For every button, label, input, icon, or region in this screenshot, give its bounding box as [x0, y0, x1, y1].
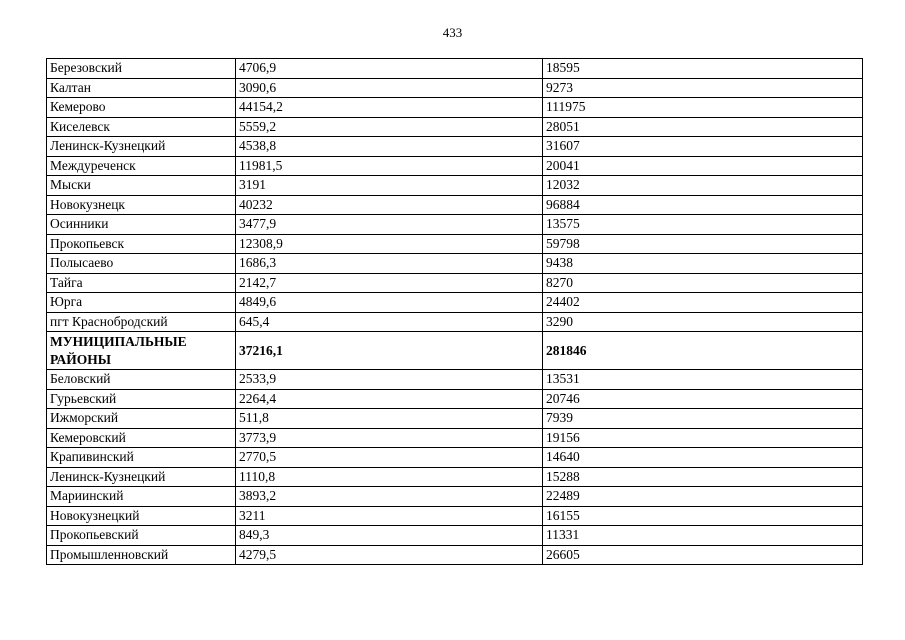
cell-value2: 13575: [543, 215, 863, 235]
cell-value2: 12032: [543, 176, 863, 196]
cell-value2: 9438: [543, 254, 863, 274]
table-body: [47, 59, 863, 565]
cell-name: пгт Краснобродский: [47, 312, 236, 332]
table-row: [47, 312, 863, 332]
cell-value2: 9273: [543, 78, 863, 98]
cell-value2: 3290: [543, 312, 863, 332]
table-row-section-total: [47, 332, 863, 370]
cell-value2: 13531: [543, 370, 863, 390]
cell-value2: 11331: [543, 526, 863, 546]
cell-value1: 4279,5: [236, 545, 543, 565]
cell-value1: 2770,5: [236, 448, 543, 468]
cell-value1: 4706,9: [236, 59, 543, 79]
cell-value1: 3191: [236, 176, 543, 196]
cell-value2: 111975: [543, 98, 863, 118]
cell-value1: 2142,7: [236, 273, 543, 293]
table-row: [47, 487, 863, 507]
cell-value2: 14640: [543, 448, 863, 468]
cell-value1: 4849,6: [236, 293, 543, 313]
cell-value1: 44154,2: [236, 98, 543, 118]
cell-value2: 15288: [543, 467, 863, 487]
cell-value1: 11981,5: [236, 156, 543, 176]
data-table: [46, 58, 863, 565]
cell-value1: 3211: [236, 506, 543, 526]
cell-value2: 22489: [543, 487, 863, 507]
cell-name: Прокопьевский: [47, 526, 236, 546]
cell-name: Гурьевский: [47, 389, 236, 409]
table-row: [47, 273, 863, 293]
cell-name: Новокузнецкий: [47, 506, 236, 526]
cell-name: Полысаево: [47, 254, 236, 274]
cell-value1: 1686,3: [236, 254, 543, 274]
cell-value1: 2264,4: [236, 389, 543, 409]
cell-value2: 281846: [543, 332, 863, 370]
table-row: [47, 156, 863, 176]
cell-value2: 16155: [543, 506, 863, 526]
cell-name: Осинники: [47, 215, 236, 235]
cell-value1: 1110,8: [236, 467, 543, 487]
cell-name: Ленинск-Кузнецкий: [47, 137, 236, 157]
table-row: [47, 137, 863, 157]
cell-value1: 3477,9: [236, 215, 543, 235]
table-row: [47, 526, 863, 546]
cell-value1: 12308,9: [236, 234, 543, 254]
table-row: [47, 78, 863, 98]
cell-value2: 19156: [543, 428, 863, 448]
table-row: [47, 59, 863, 79]
table-row: [47, 409, 863, 429]
cell-value1: 3090,6: [236, 78, 543, 98]
cell-value2: 7939: [543, 409, 863, 429]
cell-value1: 5559,2: [236, 117, 543, 137]
table-row: [47, 176, 863, 196]
cell-name: Междуреченск: [47, 156, 236, 176]
cell-value1: 2533,9: [236, 370, 543, 390]
table-row: [47, 234, 863, 254]
cell-value1: 37216,1: [236, 332, 543, 370]
table-row: [47, 293, 863, 313]
cell-name: Беловский: [47, 370, 236, 390]
cell-value2: 24402: [543, 293, 863, 313]
cell-value1: 4538,8: [236, 137, 543, 157]
cell-value1: 3893,2: [236, 487, 543, 507]
cell-name: Кемеровский: [47, 428, 236, 448]
cell-name: Кемерово: [47, 98, 236, 118]
cell-name: Прокопьевск: [47, 234, 236, 254]
cell-value2: 96884: [543, 195, 863, 215]
cell-value2: 59798: [543, 234, 863, 254]
cell-value2: 28051: [543, 117, 863, 137]
cell-value1: 3773,9: [236, 428, 543, 448]
cell-value2: 18595: [543, 59, 863, 79]
cell-value1: 511,8: [236, 409, 543, 429]
cell-name: Березовский: [47, 59, 236, 79]
cell-name: Киселевск: [47, 117, 236, 137]
table-row: [47, 215, 863, 235]
cell-name: Калтан: [47, 78, 236, 98]
cell-name: Юрга: [47, 293, 236, 313]
table-row: [47, 370, 863, 390]
cell-name: Тайга: [47, 273, 236, 293]
cell-name: Ижморский: [47, 409, 236, 429]
table-row: [47, 545, 863, 565]
cell-name: Мариинский: [47, 487, 236, 507]
cell-value2: 20041: [543, 156, 863, 176]
cell-name: Ленинск-Кузнецкий: [47, 467, 236, 487]
cell-value1: 645,4: [236, 312, 543, 332]
table-row: [47, 254, 863, 274]
cell-name: Крапивинский: [47, 448, 236, 468]
table-row: [47, 389, 863, 409]
table-row: [47, 98, 863, 118]
page-number: 433: [442, 25, 463, 40]
cell-value1: 40232: [236, 195, 543, 215]
cell-value1: 849,3: [236, 526, 543, 546]
cell-value2: 31607: [543, 137, 863, 157]
cell-name: Новокузнецк: [47, 195, 236, 215]
cell-value2: 26605: [543, 545, 863, 565]
cell-value2: 20746: [543, 389, 863, 409]
cell-value2: 8270: [543, 273, 863, 293]
cell-name: МУНИЦИПАЛЬНЫЕ РАЙОНЫ: [47, 332, 236, 370]
table-row: [47, 506, 863, 526]
table-row: [47, 448, 863, 468]
cell-name: Промышленновский: [47, 545, 236, 565]
table-row: [47, 117, 863, 137]
table-row: [47, 195, 863, 215]
cell-name: Мыски: [47, 176, 236, 196]
table-row: [47, 428, 863, 448]
table-row: [47, 467, 863, 487]
